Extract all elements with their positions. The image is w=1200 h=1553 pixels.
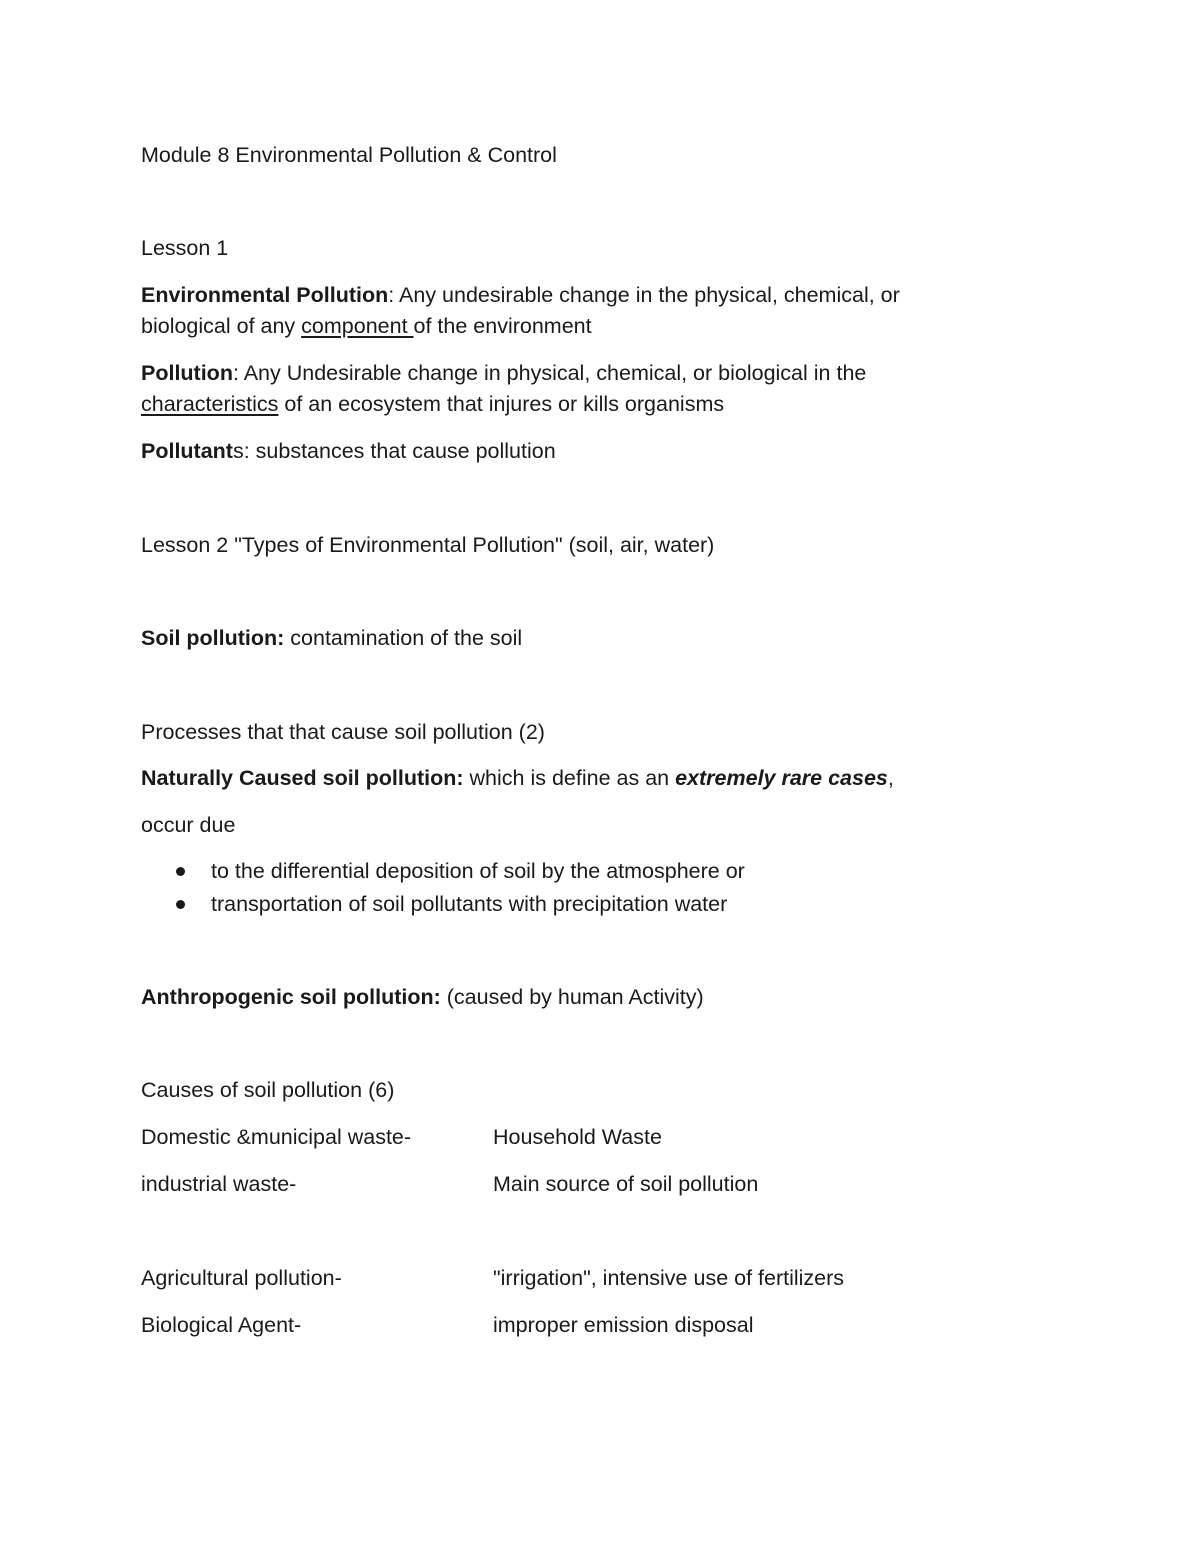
cause-name: Biological Agent-	[141, 1313, 302, 1337]
cause-description: Household Waste	[493, 1125, 662, 1149]
pollution-def-b: of an ecosystem that injures or kills organisms	[278, 392, 725, 416]
cause-name: Domestic &municipal waste-	[141, 1125, 412, 1149]
pollution-def-a: : Any Undesirable change in physical, chemical, or biological in the	[232, 361, 867, 385]
natural-pollution-line2: occur due	[141, 813, 236, 837]
causes-heading: Causes of soil pollution (6)	[141, 1078, 395, 1102]
pollution-term: Pollution	[141, 361, 233, 385]
natural-pollution-emphasis: extremely rare cases	[675, 766, 888, 790]
lesson2-heading: Lesson 2 "Types of Environmental Pollution" (soil, air, water)	[141, 533, 715, 557]
pollutants-definition	[141, 436, 556, 467]
pollutants-term: Pollutant	[141, 439, 233, 463]
natural-pollution-def-b: ,	[887, 766, 894, 790]
anthropogenic-term: Anthropogenic soil pollution:	[141, 985, 441, 1009]
soil-pollution-term: Soil pollution:	[141, 626, 285, 650]
cause-name: industrial waste-	[141, 1172, 297, 1196]
pollution-underlined: characteristics	[141, 392, 279, 416]
pollution-definition-line1	[141, 358, 866, 389]
lesson1-heading: Lesson 1	[141, 236, 229, 260]
soil-pollution-definition	[141, 623, 522, 654]
env-pollution-definition-line2	[141, 311, 592, 342]
bullet-dot-icon	[176, 867, 185, 876]
natural-pollution-definition	[141, 763, 894, 794]
env-pollution-term: Environmental Pollution	[141, 283, 389, 307]
env-pollution-underlined: component	[301, 314, 414, 338]
cause-name: Agricultural pollution-	[141, 1266, 342, 1290]
processes-heading: Processes that that cause soil pollution (2)	[141, 720, 545, 744]
env-pollution-def-c: of the environment	[413, 314, 592, 338]
pollutants-rest: s: substances that cause pollution	[232, 439, 556, 463]
anthropogenic-def: (caused by human Activity)	[440, 985, 704, 1009]
cause-description: improper emission disposal	[493, 1313, 754, 1337]
natural-pollution-def-a: which is define as an	[463, 766, 676, 790]
natural-pollution-term: Naturally Caused soil pollution:	[141, 766, 464, 790]
module-title: Module 8 Environmental Pollution & Control	[141, 143, 557, 167]
anthropogenic-definition	[141, 982, 704, 1013]
bullet-dot-icon	[176, 900, 185, 909]
cause-description: "irrigation", intensive use of fertilizers	[493, 1266, 845, 1290]
cause-description: Main source of soil pollution	[493, 1172, 759, 1196]
env-pollution-definition-line1	[141, 280, 900, 311]
env-pollution-def-b: biological of any	[141, 314, 302, 338]
list-item: transportation of soil pollutants with precipitation water	[211, 892, 728, 916]
env-pollution-def-a: : Any undesirable change in the physical, chemical, or	[388, 283, 900, 307]
soil-pollution-def: contamination of the soil	[284, 626, 523, 650]
pollution-definition-line2	[141, 389, 724, 420]
list-item: to the differential deposition of soil by the atmosphere or	[211, 859, 745, 883]
